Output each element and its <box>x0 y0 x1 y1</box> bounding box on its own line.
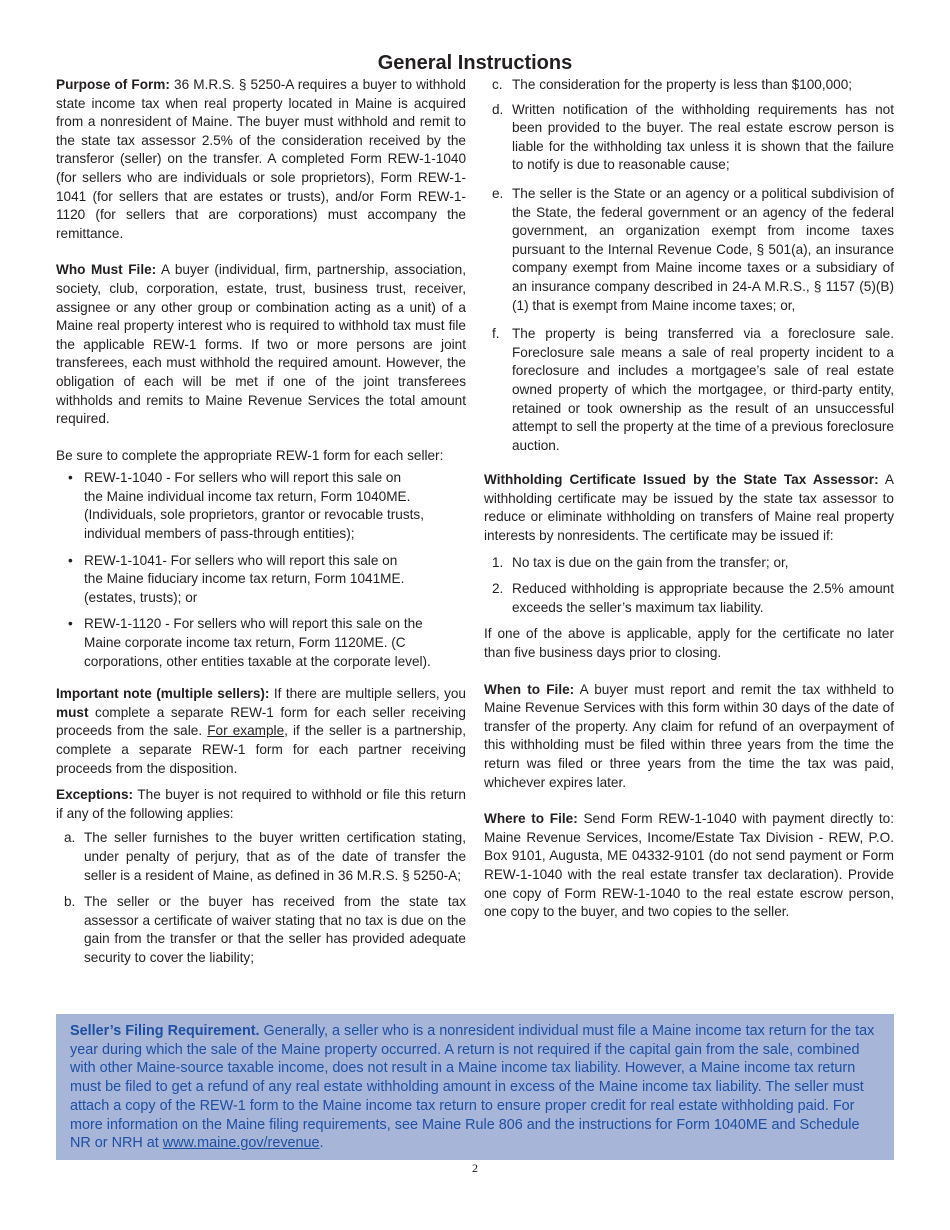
certificate-paragraph: Withholding Certificate Issued by the State Tax Assessor: A withholding certificate may be issued by the state tax assessor to reduce or eliminate withholding on transfers of Maine real property interests by nonresidents. The certificate may be issued if: <box>484 472 894 544</box>
when-to-file-paragraph: When to File: A buyer must report and remit the tax withheld to Maine Revenue Services with this form within 30 days of the date of transfer of the property. Any claim for refund of an overpayment of this withholding must be filed within three years from the time the return was filed or three years from the time the tax was paid, whichever expires later. <box>484 681 894 790</box>
left-column <box>56 76 466 976</box>
who-must-file-heading: Who Must File: <box>56 262 157 278</box>
certificate-heading: Withholding Certificate Issued by the State Tax Assessor: <box>484 472 879 488</box>
exceptions-paragraph: Exceptions: The buyer is not required to withhold or file this return if any of the following applies: <box>56 787 466 821</box>
certificate-conditions-list <box>484 554 894 618</box>
if-applicable-paragraph: If one of the above is applicable, apply for the certificate no later than five business days prior to closing. <box>484 626 894 661</box>
bullet-icon: • <box>68 616 73 632</box>
page-number: 2 <box>472 1161 478 1175</box>
purpose-heading: Purpose of Form: <box>56 77 170 92</box>
seller-filing-heading: Seller’s Filing Requirement. <box>70 1023 260 1039</box>
where-to-file-heading: Where to File: <box>484 811 578 827</box>
page-title: General Instructions <box>377 52 573 74</box>
bullet-icon: • <box>68 552 73 568</box>
when-to-file-heading: When to File: <box>484 681 575 697</box>
list-item: • REW-1-1040 - For sellers who will report this sale on the Maine individual income tax return, Form 1040ME. (Individuals, sole proprietors, grantor or revocable trusts, individual members of pass-through entities); <box>68 470 424 542</box>
list-item: • REW-1-1120 - For sellers who will report this sale on the Maine corporate income tax return, Form 1120ME. (C corporations, other entities taxable at the corporate level). <box>68 616 431 669</box>
exceptions-list-right <box>484 76 894 455</box>
form-type-list <box>56 469 466 671</box>
who-must-file-text: A buyer (individual, firm, partnership, association, society, club, corporation, estate, trust, business trust, receiver, assignee or any other group or combination acting as a unit) of a Maine real property interest who is required to withhold tax must file the applicable REW-1 forms. If two or more persons are joint transferees, each must withhold the required amount. However, the obligation of each will be met if one of the joint transferees withholds and remits to Maine Revenue Services the total amount required. <box>56 262 466 427</box>
where-to-file-paragraph: Where to File: Send Form REW-1-1040 with payment directly to: Maine Revenue Services, Income/Estate Tax Division - REW, P.O. Box 9101, Augusta, ME 04332-9101 (do not send payment or Form REW-1-1040 with the real estate transfer tax declaration). Provide one copy of Form REW-1-1040 to the real estate escrow person, one copy to the buyer, and two copies to the seller. <box>484 811 894 920</box>
seller-filing-requirement-box: Seller’s Filing Requirement. Generally, a seller who is a nonresident individual must file a Maine income tax return for the tax year during which the sale of the Maine property occurred. A return is not required if the capital gain from the sale, combined with other Maine-source taxable income, does not result in a Maine income tax liability. However, a Maine income tax return must be filed to get a refund of any real estate withholding amount in excess of the Maine income tax liability. The seller must attach a copy of the REW-1 form to the Maine income tax return to ensure proper credit for real estate withholding paid. For more information on the Maine filing requirements, see Maine Rule 806 and the instructions for Form 1040ME and Schedule NR or NRH at www.maine.gov/revenue. <box>56 1014 894 1160</box>
revenue-website-link[interactable]: www.maine.gov/revenue <box>162 1135 320 1152</box>
purpose-paragraph <box>56 76 466 243</box>
list-item: a. The seller furnishes to the buyer written certification stating, under penalty of perjury, that as of the date of transfer the seller is a resident of Maine, as defined in 36 M.R.S. § 5250-A; <box>64 830 466 883</box>
bullet-icon: • <box>68 470 73 486</box>
list-item: 2. Reduced withholding is appropriate because the 2.5% amount exceeds the seller’s maximum tax liability. <box>492 581 894 615</box>
important-note-paragraph: Important note (multiple sellers): If there are multiple sellers, you must complete a separate REW-1 form for each seller receiving proceeds from the sale. For example, if the seller is a partnership, complete a separate REW-1 form for each partner receiving proceeds from the disposition. <box>56 686 467 776</box>
list-item: c. The consideration for the property is less than $100,000; <box>492 77 853 92</box>
right-column <box>484 76 894 922</box>
list-item: d. Written notification of the withholding requirements has not been provided to the buyer. The real estate escrow person is liable for the withholding tax unless it is shown that the failure to notify is due to reasonable cause; <box>492 101 894 173</box>
important-note-heading: Important note (multiple sellers): <box>56 686 270 702</box>
who-must-file-paragraph <box>56 261 466 428</box>
exceptions-heading: Exceptions: <box>56 787 134 803</box>
list-item: • REW-1-1041- For sellers who will report this sale on the Maine fiduciary income tax return, Form 1041ME. (estates, trusts); or <box>68 552 405 605</box>
purpose-text: 36 M.R.S. § 5250-A requires a buyer to withhold state income tax when real property located in Maine is acquired from a nonresident of Maine. The buyer must withhold and remit to the state tax assessor 2.5% of the consideration received by the transferor (seller) on the transfer. A completed Form REW-1-1040 (for sellers who are individuals or sole proprietors), Form REW-1-1041 (for sellers that are estates or trusts), and/or Form REW-1-1120 (for sellers that are corporations) must accompany the remittance. <box>56 77 466 241</box>
list-item: f. The property is being transferred via a foreclosure sale. Foreclosure sale means a sale of real property incident to a foreclosure and includes a mortgagee’s sale of real estate owned property of which the mortgagee, or third-party entity, retained or took ownership as the result of an unsuccessful attempt to sell the property at the time of a previous foreclosure auction. <box>492 326 894 453</box>
list-item: 1. No tax is due on the gain from the transfer; or, <box>492 554 789 570</box>
be-sure-paragraph: Be sure to complete the appropriate REW-1 form for each seller: <box>56 447 444 463</box>
list-item: b. The seller or the buyer has received from the state tax assessor a certificate of waiver stating that no tax is due on the gain from the transfer or that the seller has provided adequate security to cover the liability; <box>64 894 466 965</box>
seller-filing-text: Generally, a seller who is a nonresident individual must file a Maine income tax return for the tax year during which the sale of the Maine property occurred. A return is not required if the capital gain from the sale, combined with other Maine-source taxable income, does not result in a Maine income tax liability. However, a Maine income tax return must be filed to get a refund of any real estate withholding amount in excess of the Maine income tax liability. The seller must attach a copy of the REW-1 form to the Maine income tax return to ensure proper credit for real estate withholding paid. For more information on the Maine filing requirements, see Maine Rule 806 and the instructions for Form 1040ME and Schedule NR or NRH at <box>70 1023 875 1152</box>
exceptions-list-left <box>56 829 466 967</box>
list-item: e. The seller is the State or an agency or a political subdivision of the State, the federal government or an agency of the federal government, an organization exempt from income taxes pursuant to the Internal Revenue Code, § 501(a), an insurance company exempt from Maine income taxes or a subsidiary of an insurance company described in 24-A M.R.S., § 1157 (5)(B)(1) that is exempt from Maine income taxes; or, <box>492 185 894 313</box>
